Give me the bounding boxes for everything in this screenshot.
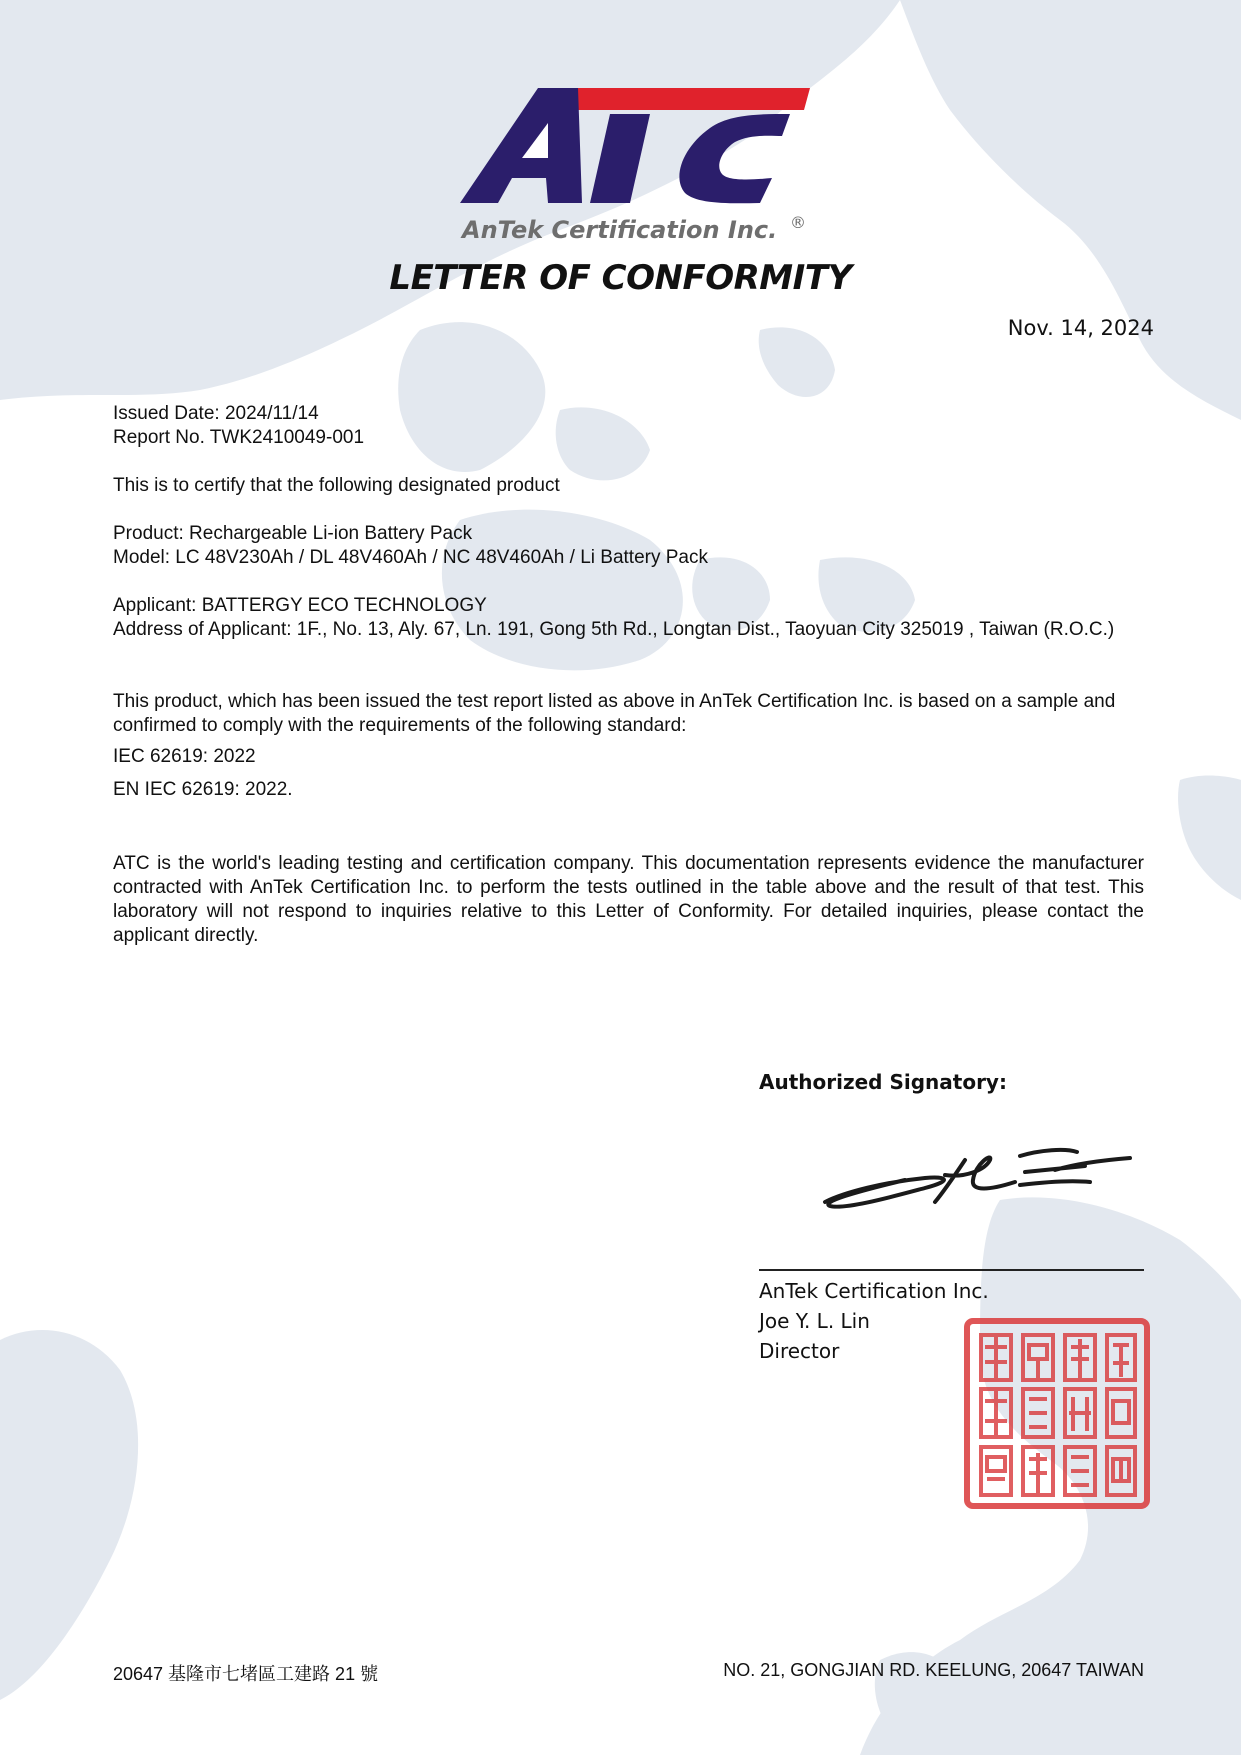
letter-date: Nov. 14, 2024 <box>1007 316 1154 340</box>
issued-date: Issued Date: 2024/11/14 <box>113 403 319 424</box>
report-number: Report No. TWK2410049-001 <box>113 427 365 448</box>
signature-image <box>815 1130 1135 1220</box>
footer-address-english: NO. 21, GONGJIAN RD. KEELUNG, 20647 TAIWAN <box>723 1660 1144 1680</box>
disclaimer-paragraph: ATC is the world's leading testing and certification company. This documentation represents evidence the manufacturer contracted with AnTek Certification Inc. to perform the tests outlined in the table above and the result of that test. This laboratory will not respond to inquiries relative to this Letter of Conformity. For detailed inquiries, please contact the applicant directly. <box>113 853 1144 946</box>
product-line: Product: Rechargeable Li-ion Battery Pack <box>113 523 473 544</box>
document-title: LETTER OF CONFORMITY <box>389 258 852 298</box>
signatory-heading: Authorized Signatory: <box>759 1070 1007 1094</box>
logo-company-text: AnTek Certification Inc. <box>462 216 778 244</box>
registered-mark: ® <box>790 213 806 232</box>
applicant-address: Address of Applicant: 1F., No. 13, Aly. 67, Ln. 191, Gong 5th Rd., Longtan Dist., Taoyuan City 325019 , Taiwan (R.O.C.) <box>113 619 1115 640</box>
model-line: Model: LC 48V230Ah / DL 48V460Ah / NC 48V460Ah / Li Battery Pack <box>113 547 708 568</box>
atc-logo <box>460 78 830 248</box>
standard-item: IEC 62619: 2022 <box>113 746 256 767</box>
standard-item: EN IEC 62619: 2022. <box>113 779 293 800</box>
signatory-company: AnTek Certification Inc. <box>759 1279 989 1303</box>
signatory-title: Director <box>759 1339 840 1363</box>
applicant-line: Applicant: BATTERGY ECO TECHNOLOGY <box>113 595 487 616</box>
footer-address-chinese: 20647 基隆市七堵區工建路 21 號 <box>113 1664 379 1684</box>
signatory-name: Joe Y. L. Lin <box>759 1309 870 1333</box>
company-seal-stamp <box>963 1317 1151 1510</box>
signature-line <box>759 1269 1144 1271</box>
certify-statement: This is to certify that the following designated product <box>113 475 560 496</box>
compliance-statement: This product, which has been issued the test report listed as above in AnTek Certification Inc. is based on a sample and confirmed to comply with the requirements of the following standard: <box>113 691 1116 736</box>
